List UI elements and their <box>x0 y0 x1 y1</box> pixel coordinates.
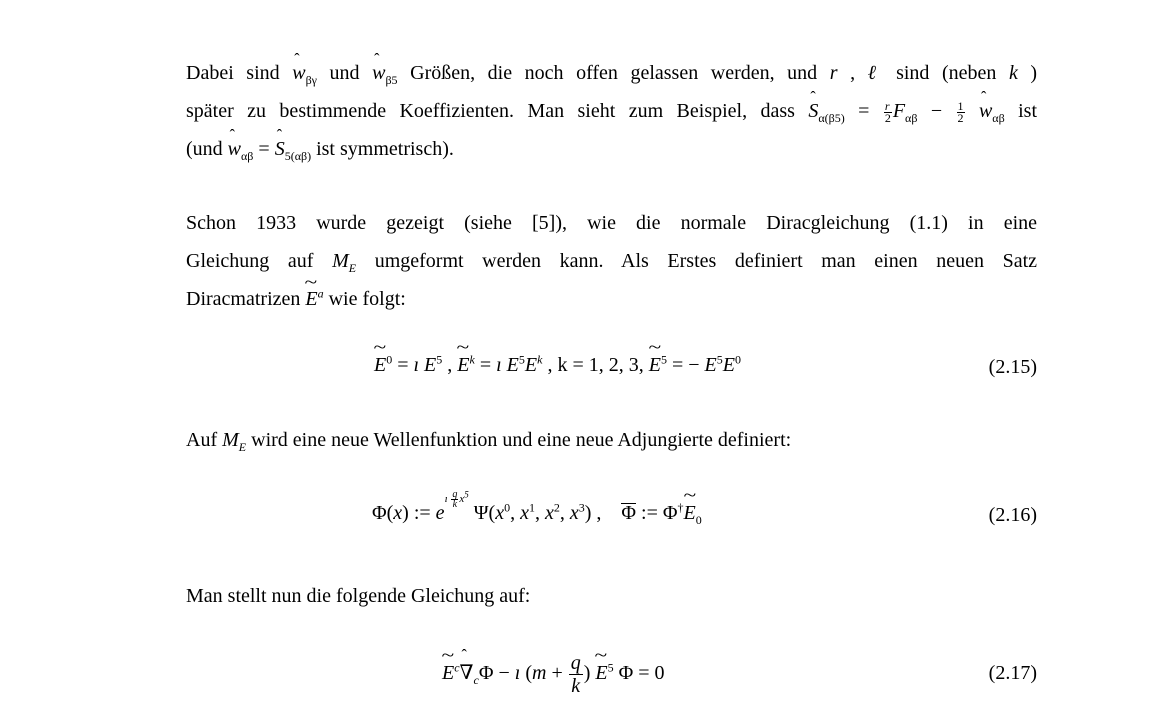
equation-number: (2.16) <box>988 504 1037 526</box>
equation-2-17 <box>186 652 1037 697</box>
math-e-tilde-a: ~ $E^a$ <box>305 288 323 310</box>
text-segment: später zu bestimmende Koeffizienten. Man sieht zum Beispiel, dass <box>186 100 795 122</box>
equation-2-15-text: k = 1, 2, 3, <box>557 354 644 376</box>
math-m-e: $M_E$ <box>222 429 247 454</box>
fraction-q-over-k: $\frac{q}{k}$ <box>570 652 581 697</box>
paragraph-1-line-3 <box>186 130 1037 168</box>
paragraph-3-line-1 <box>186 421 1037 459</box>
text-segment: (und <box>186 138 223 160</box>
equation-2-17-body: ~ $E^cˆ$ $\nabla_c\Phi$ − ı (m + $\frac{q}{k}$ ) ~ $E^5$ Φ = 0 <box>442 652 665 697</box>
paragraph-3 <box>186 421 1037 459</box>
exponent: ı $\frac{q}{k}$ $x^5$ <box>444 489 469 510</box>
equation-2-15-body: ~ $E^0$ = ı $E^5$ , ~ $E^k$ = ı $E^5E^k$ , k = 1, 2, 3, ~ $E^5$ = − $E^5E^0$ <box>374 354 741 377</box>
text-segment: ist <box>1018 100 1038 122</box>
text-segment: ist symmetrisch). <box>316 138 454 160</box>
equation-2-16-body: Φ(x) := eı $\frac{q}{k}$ $x^5$ $\Psi(x^0$, $x^1$, $x^2$, $x^3$) , Φ := Φ†~ $E_0$ <box>372 502 702 525</box>
fraction-1-over-2: $\frac{1}{2}$ <box>957 98 964 125</box>
fraction-r-over-2: $\frac{r}{2}$ <box>884 98 891 125</box>
paragraph-1-line-2 <box>186 92 1037 130</box>
paragraph-1-line-1 <box>186 54 1037 92</box>
math-w-beta-gamma: ˆ $w_{\beta\gamma}$ <box>292 62 317 84</box>
math-k: k <box>1008 62 1018 84</box>
text-segment: und <box>329 62 360 84</box>
paragraph-4-line-1: Man stellt nun die folgende Gleichung auf: <box>186 585 531 607</box>
math-m-e: $M_E$ <box>332 250 357 275</box>
equation-number: (2.15) <box>988 356 1037 378</box>
paragraph-2-line-1: Schon 1933 wurde gezeigt (siehe [5]), wie die normale Diracgleichung (1.1) in eine <box>186 212 1037 234</box>
equation-2-15 <box>186 352 1037 392</box>
text-segment: Größen, die noch offen gelassen werden, und <box>410 62 818 84</box>
math-s-alpha-beta5-relation: ˆ $S_{\alpha(\beta 5)}$ = $\frac{r}{2}$ $F_{\alpha\beta}$ − $\frac{1}{2}$ ˆ $w_{\alpha\beta}$ <box>808 100 1004 122</box>
text-segment: wird eine neue Wellenfunktion und eine neue Adjungierte definiert: <box>251 429 792 451</box>
paragraph-2-line-3 <box>186 280 1037 318</box>
math-r-ell: r , ℓ <box>829 62 884 84</box>
text-segment: sind (neben <box>896 62 997 84</box>
math-w-beta-5: ˆ $w_{\beta 5}$ <box>372 62 397 84</box>
text-segment: Gleichung auf <box>186 250 314 272</box>
text-segment: ) <box>1030 62 1038 84</box>
text-segment: wie folgt: <box>328 288 406 310</box>
math-w-equals-s: ˆ $w_{\alpha\beta}$ = ˆ $S_{5(\alpha\beta)}$ <box>228 138 311 160</box>
paragraph-2 <box>186 204 1037 318</box>
text-segment: umgeformt werden kann. Als Erstes definiert man einen neuen Satz <box>374 250 1037 272</box>
equation-number: (2.17) <box>988 662 1037 684</box>
equation-2-16 <box>186 489 1037 540</box>
text-segment: Diracmatrizen <box>186 288 301 310</box>
paragraph-4 <box>186 577 1037 615</box>
text-segment: Dabei sind <box>186 62 280 84</box>
text-segment: Auf <box>186 429 218 451</box>
paragraph-1 <box>186 54 1037 168</box>
